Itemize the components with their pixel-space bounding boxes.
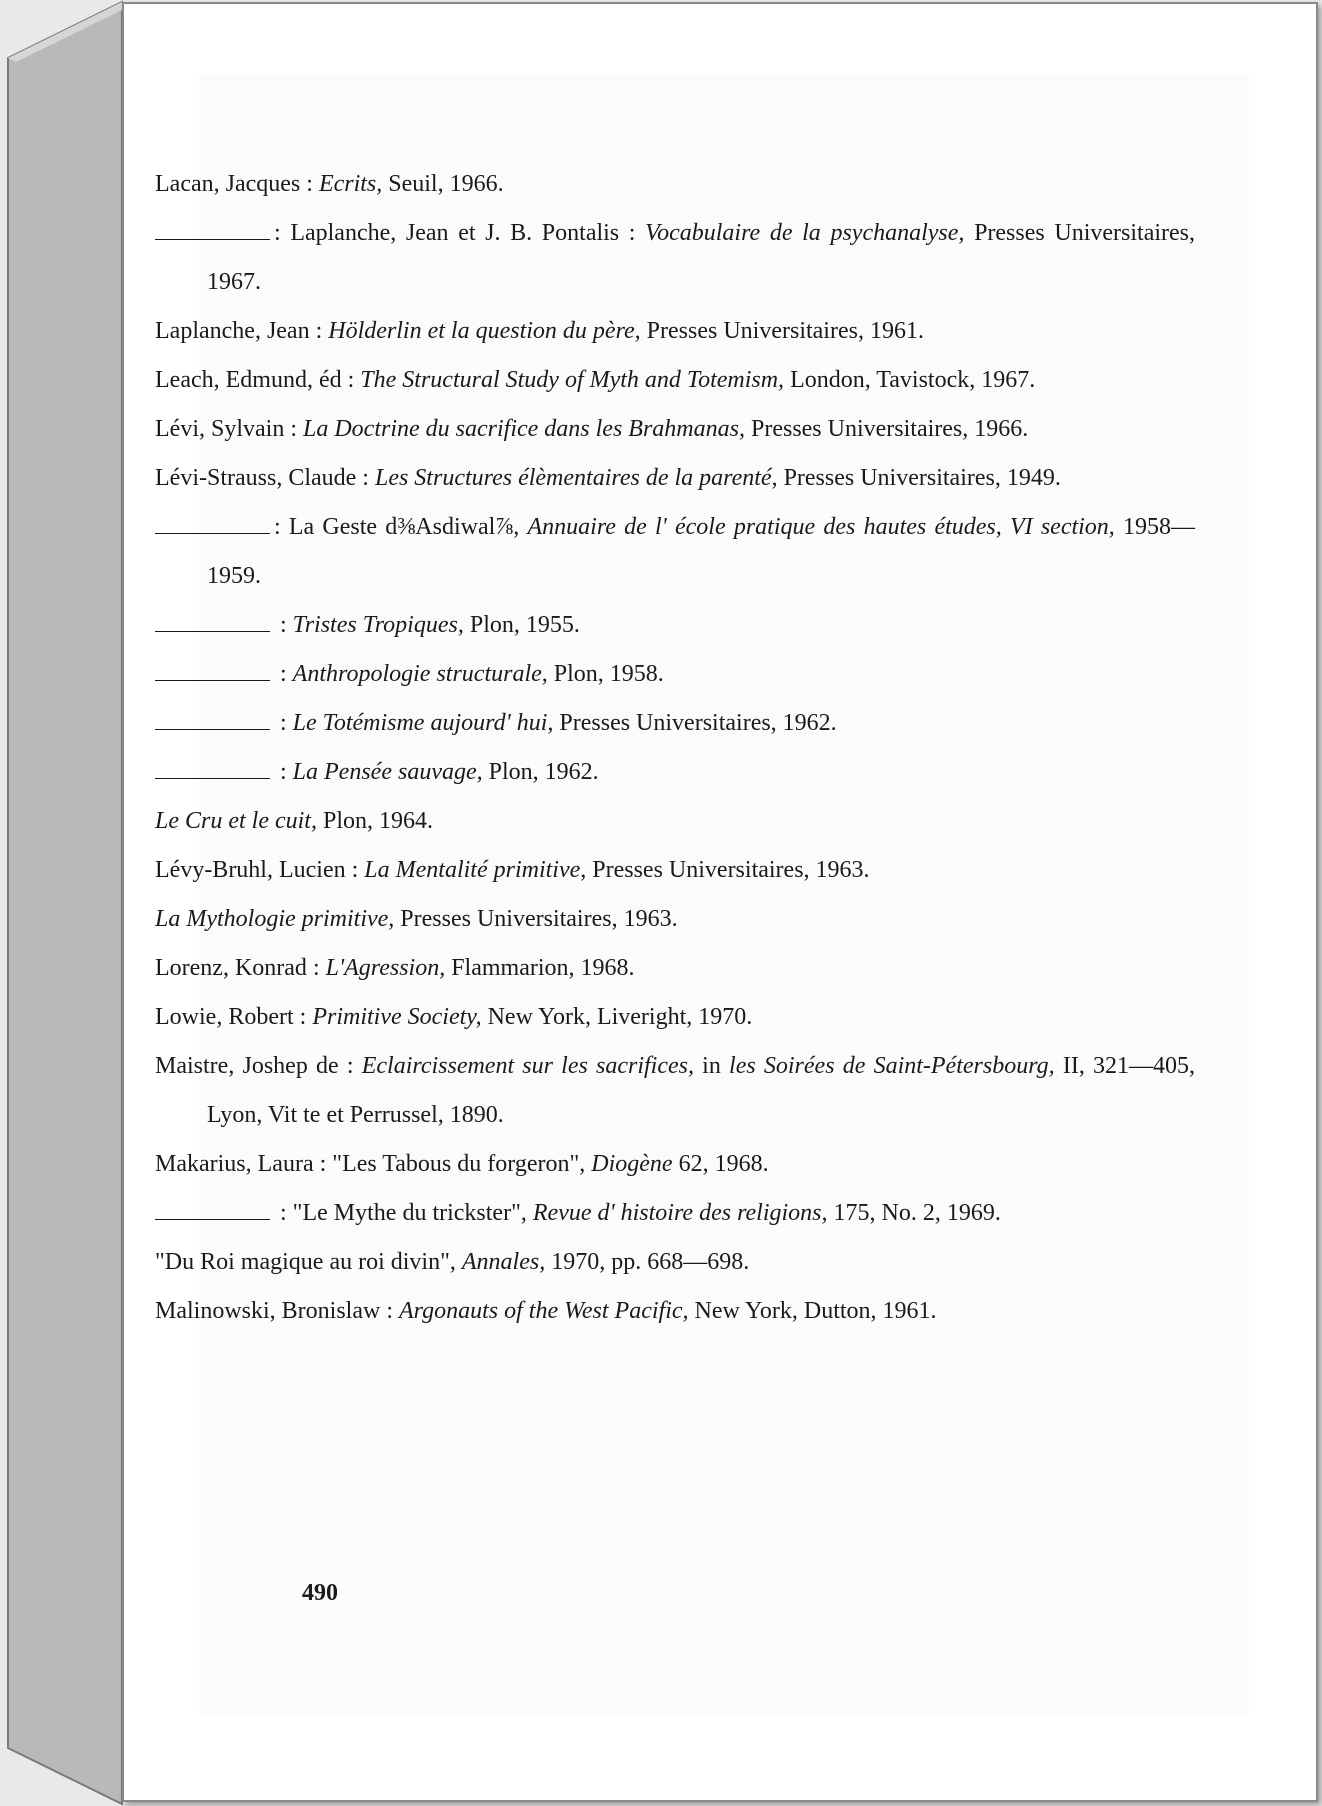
entry-title: Le Totémisme aujourd' hui, <box>292 710 554 736</box>
bibliography-entry <box>155 895 1195 944</box>
entry-author: Maistre, Joshep de <box>155 1053 339 1079</box>
bibliography-entry <box>155 1238 1195 1287</box>
bibliography-entry <box>155 846 1195 895</box>
entry-author: Laplanche, Jean <box>155 318 310 344</box>
bibliography-entry <box>155 1287 1195 1336</box>
entry-title: Tristes Tropiques, <box>292 612 464 638</box>
entry-publication: Seuil, 1966. <box>382 171 504 197</box>
bibliography-entry <box>155 160 1195 209</box>
entry-publication: Presses Universitaires, 1949. <box>777 465 1061 491</box>
entry-title: Anthropologie structurale, <box>292 661 548 687</box>
entry-author: Lévy-Bruhl, Lucien <box>155 857 346 883</box>
entry-title: Primitive Society, <box>312 1004 482 1030</box>
entry-title: L'Agression, <box>325 955 446 981</box>
entry-publication: Laplanche, Jean et J. B. Pontalis : <box>290 220 646 246</box>
repeat-author-rule <box>155 1199 270 1220</box>
entry-author: Makarius, Laura <box>155 1151 314 1177</box>
book-spine <box>0 0 130 1806</box>
entry-title: La Pensée sauvage, <box>292 759 483 785</box>
entry-publication: in <box>694 1053 730 1079</box>
entry-author: Lacan, Jacques <box>155 171 301 197</box>
entry-separator: : <box>338 1053 362 1079</box>
entry-title: La Mythologie primitive, <box>155 906 395 932</box>
entry-publication-secondary: 1970, pp. 668—698. <box>545 1249 750 1275</box>
entry-separator: : <box>274 759 293 785</box>
repeat-author-rule <box>155 660 270 681</box>
entry-publication: Presses Universitaires, 1962. <box>553 710 837 736</box>
entry-publication: Flammarion, 1968. <box>445 955 635 981</box>
entry-author: Lévi, Sylvain <box>155 416 285 442</box>
entry-separator: : <box>293 1004 313 1030</box>
entry-separator: : <box>274 220 291 246</box>
entry-author: Malinowski, Bronislaw <box>155 1298 381 1324</box>
repeat-author-rule <box>155 219 270 240</box>
entry-publication: Plon, 1964. <box>316 808 433 834</box>
entry-publication: Plon, 1958. <box>547 661 664 687</box>
entry-publication: "Le Mythe du trickster", <box>292 1200 533 1226</box>
entry-publication-secondary: 62, 1968. <box>672 1151 769 1177</box>
entry-title-secondary: Annales, <box>461 1249 546 1275</box>
entry-title: La Doctrine du sacrifice dans les Brahmanas, <box>303 416 745 442</box>
entry-title: La Mentalité primitive, <box>364 857 587 883</box>
entry-publication: New York, Liveright, 1970. <box>481 1004 753 1030</box>
entry-separator: : <box>274 710 293 736</box>
bibliography-entry <box>155 944 1195 993</box>
bibliography-entry <box>155 1042 1195 1140</box>
entry-separator: : <box>284 416 303 442</box>
bibliography-entry <box>155 405 1195 454</box>
bibliography-list <box>155 160 1195 1336</box>
entry-separator: : <box>300 171 319 197</box>
entry-separator: : <box>345 857 365 883</box>
entry-separator: : <box>274 1200 293 1226</box>
bibliography-entry <box>155 307 1195 356</box>
entry-title: Ecrits, <box>318 171 383 197</box>
entry-publication-secondary: 175, No. 2, 1969. <box>827 1200 1001 1226</box>
entry-title-secondary: Annuaire de l' école pratique des hautes études, VI section, <box>527 514 1115 540</box>
entry-title-secondary: Revue d' histoire des religions, <box>532 1200 828 1226</box>
entry-title-secondary: Vocabulaire de la psychanalyse, <box>645 220 965 246</box>
repeat-author-rule <box>155 709 270 730</box>
entry-author: Leach, Edmund, éd <box>155 367 342 393</box>
bibliography-entry <box>155 650 1195 699</box>
entry-separator: : <box>274 661 293 687</box>
entry-publication-secondary: II, 321—405, Lyon, Vit te et Perrussel, 1890. <box>207 1053 1196 1128</box>
entry-publication: Plon, 1955. <box>463 612 580 638</box>
entry-publication: La Geste d⅜Asdiwal⅞, <box>288 514 528 540</box>
entry-title-secondary: Diogène <box>591 1151 673 1177</box>
entry-separator: : <box>274 612 293 638</box>
bibliography-entry <box>155 797 1195 846</box>
entry-publication: "Les Tabous du forgeron", <box>332 1151 592 1177</box>
entry-separator: : <box>306 955 326 981</box>
bibliography-entry <box>155 601 1195 650</box>
entry-title: The Structural Study of Myth and Totemism, <box>360 367 785 393</box>
repeat-author-rule <box>155 758 270 779</box>
entry-separator: : <box>356 465 375 491</box>
entry-publication: London, Tavistock, 1967. <box>784 367 1036 393</box>
entry-publication: Plon, 1962. <box>482 759 599 785</box>
bibliography-entry <box>155 748 1195 797</box>
repeat-author-rule <box>155 611 270 632</box>
entry-separator: : <box>309 318 329 344</box>
entry-publication: Presses Universitaires, 1963. <box>586 857 870 883</box>
entry-title: Argonauts of the West Pacific, <box>399 1298 689 1324</box>
entry-title: Les Structures élèmentaires de la parenté, <box>374 465 778 491</box>
entry-title: Hölderlin et la question du père, <box>328 318 641 344</box>
bibliography-entry <box>155 209 1195 307</box>
entry-author: Lowie, Robert <box>155 1004 294 1030</box>
entry-author: Lévi-Strauss, Claude <box>155 465 357 491</box>
entry-publication-secondary: 1958—1959. <box>207 514 1196 589</box>
entry-author: Lorenz, Konrad <box>155 955 307 981</box>
entry-publication: Presses Universitaires, 1961. <box>640 318 924 344</box>
bibliography-entry <box>155 454 1195 503</box>
bibliography-entry <box>155 993 1195 1042</box>
entry-separator: : <box>274 514 289 540</box>
entry-publication: Presses Universitaires, 1966. <box>744 416 1029 442</box>
bibliography-entry <box>155 503 1195 601</box>
entry-publication: "Du Roi magique au roi divin", <box>155 1249 462 1275</box>
entry-separator: : <box>313 1151 333 1177</box>
bibliography-entry <box>155 1140 1195 1189</box>
page-number: 490 <box>302 1580 338 1606</box>
bibliography-entry <box>155 1189 1195 1238</box>
entry-publication: New York, Dutton, 1961. <box>688 1298 937 1324</box>
entry-publication-secondary: Presses Universitaires, 1967. <box>207 220 1196 295</box>
repeat-author-rule <box>155 513 270 534</box>
bibliography-entry <box>155 699 1195 748</box>
bibliography-entry <box>155 356 1195 405</box>
entry-title: Eclaircissement sur les sacrifices, <box>361 1053 694 1079</box>
entry-title: Le Cru et le cuit, <box>155 808 317 834</box>
entry-separator: : <box>380 1298 399 1324</box>
entry-title-secondary: les Soirées de Saint-Pétersbourg, <box>729 1053 1055 1079</box>
entry-publication: Presses Universitaires, 1963. <box>394 906 678 932</box>
entry-separator: : <box>341 367 361 393</box>
